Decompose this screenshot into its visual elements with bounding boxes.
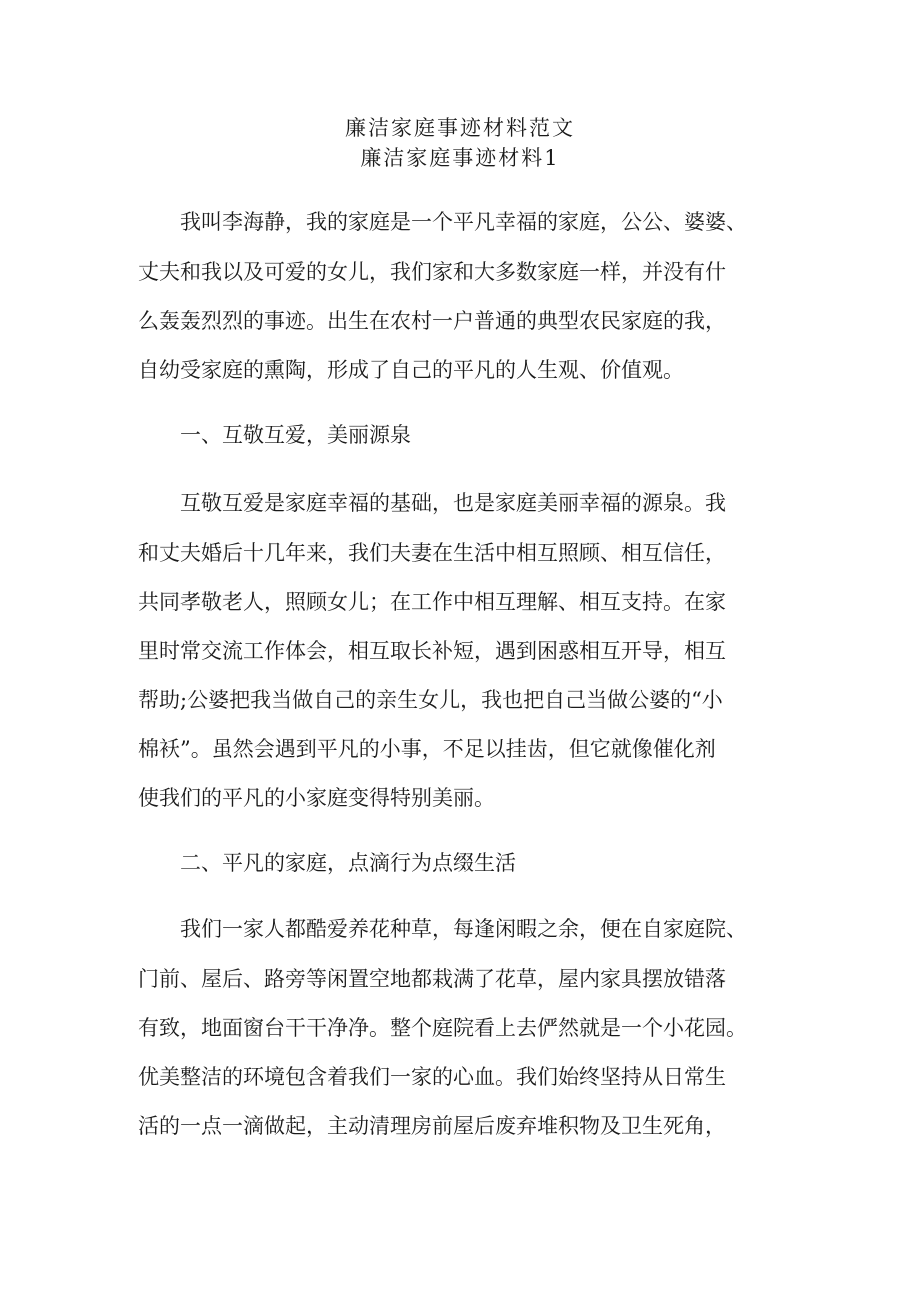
text-line: 活的一点一滴做起，主动清理房前屋后废弃堆积物及卫生死角，: [138, 1114, 726, 1138]
text-line: 丈夫和我以及可爱的女儿，我们家和大多数家庭一样，并没有什: [138, 260, 726, 284]
text-line: 棉袄”。虽然会遇到平凡的小事，不足以挂齿，但它就像催化剂: [138, 737, 716, 761]
text-line: 里时常交流工作体会，相互取长补短，遇到困惑相互开导，相互: [138, 639, 726, 663]
text-line: 使我们的平凡的小家庭变得特别美丽。: [138, 786, 495, 810]
text-line: 互敬互爱是家庭幸福的基础，也是家庭美丽幸福的源泉。我: [138, 491, 726, 515]
text-line: 共同孝敬老人，照顾女儿；在工作中相互理解、相互支持。在家: [138, 590, 726, 614]
text-line: 帮助;公婆把我当做自己的亲生女儿，我也把自己当做公婆的“小: [138, 688, 723, 712]
text-line: 和丈夫婚后十几年来，我们夫妻在生活中相互照顾、相互信任，: [138, 541, 726, 565]
text-line: 门前、屋后、路旁等闲置空地都栽满了花草，屋内家具摆放错落: [138, 967, 726, 991]
document-subtitle: 廉洁家庭事迹材料1: [360, 146, 560, 170]
text-line: 优美整洁的环境包含着我们一家的心血。我们始终坚持从日常生: [138, 1065, 726, 1089]
text-line: 我叫李海静，我的家庭是一个平凡幸福的家庭，公公、婆婆、: [138, 210, 747, 234]
text-line: 有致，地面窗台干干净净。整个庭院看上去俨然就是一个小花园。: [138, 1016, 747, 1040]
text-line: 自幼受家庭的熏陶，形成了自己的平凡的人生观、价值观。: [138, 358, 684, 382]
text-line: 二、平凡的家庭，点滴行为点缀生活: [138, 851, 516, 875]
document-title: 廉洁家庭事迹材料范文: [345, 116, 575, 140]
text-line: 么轰轰烈烈的事迹。出生在农村一户普通的典型农民家庭的我，: [138, 309, 726, 333]
text-line: 我们一家人都酷爱养花种草，每逢闲暇之余，便在自家庭院、: [138, 917, 747, 941]
text-line: 一、互敬互爱，美丽源泉: [138, 423, 411, 447]
